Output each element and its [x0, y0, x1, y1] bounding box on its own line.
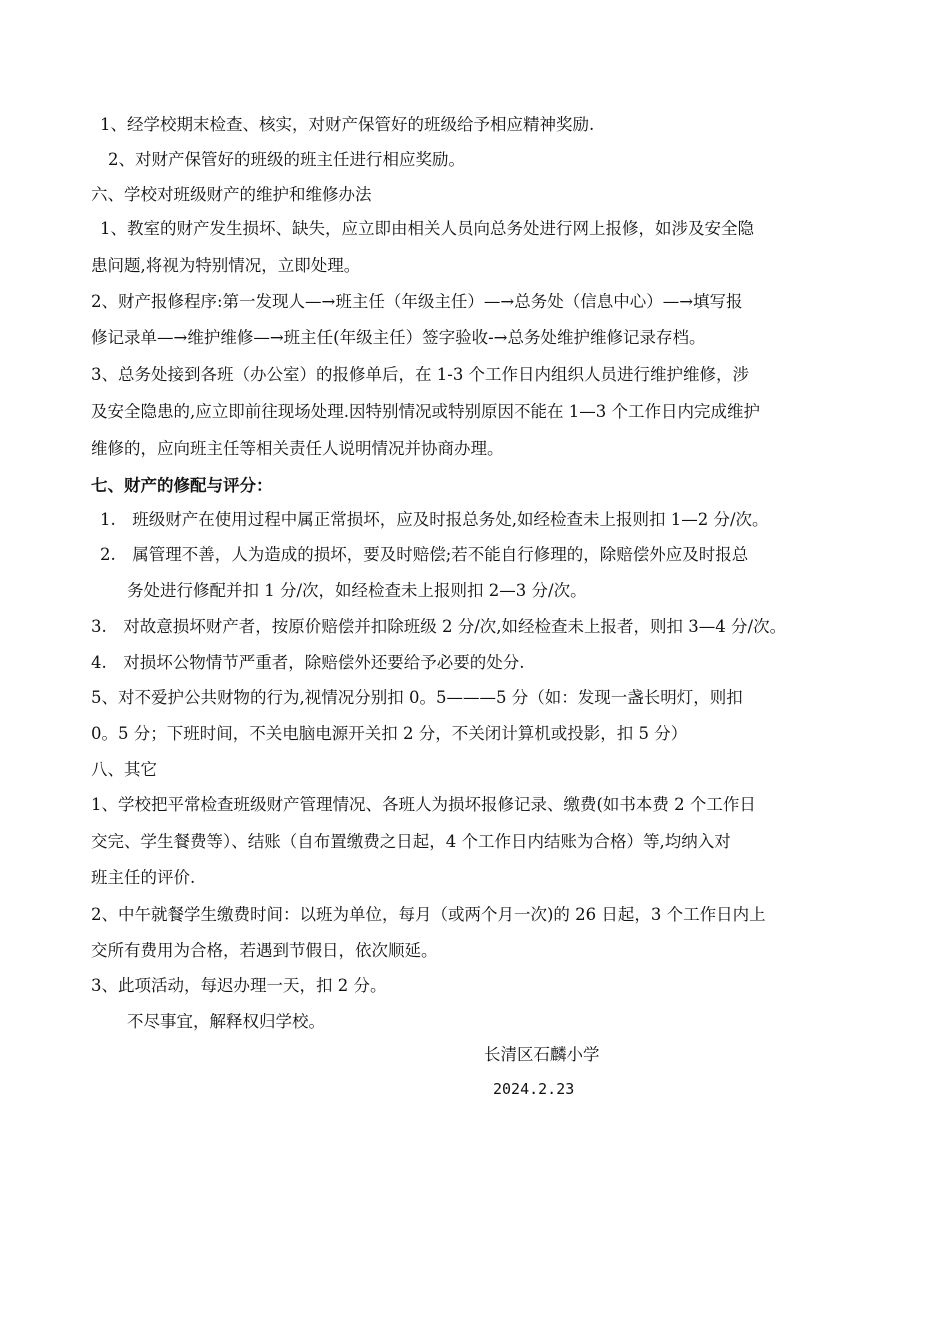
section-heading-8: 八、其它: [91, 760, 157, 779]
section-heading-6: 六、学校对班级财产的维护和维修办法: [91, 185, 372, 204]
paragraph-line: 1、学校把平常检查班级财产管理情况、各班人为损坏报修记录、缴费(如书本费 2 个工作日: [91, 795, 756, 814]
paragraph-line: 2、对财产保管好的班级的班主任进行相应奖励。: [108, 150, 465, 169]
school-signature: 长清区石麟小学: [484, 1045, 600, 1064]
paragraph-line: 2、中午就餐学生缴费时间：以班为单位，每月（或两个月一次)的 26 日起，3 个工作日内上: [91, 905, 766, 924]
paragraph-line: 患问题,将视为特别情况，立即处理。: [91, 256, 361, 275]
list-item: 4. 对损坏公物情节严重者，除赔偿外还要给予必要的处分.: [91, 653, 525, 672]
section-heading-7: 七、财产的修配与评分：: [91, 476, 273, 495]
paragraph-line: 5、对不爱护公共财物的行为,视情况分别扣 0。5———5 分（如：发现一盏长明灯，则扣: [91, 688, 743, 707]
paragraph-line: 1、经学校期末检查、核实，对财产保管好的班级给予相应精神奖励.: [100, 115, 595, 134]
paragraph-line: 交所有费用为合格，若遇到节假日，依次顺延。: [91, 941, 438, 960]
closing-note: 不尽事宜，解释权归学校。: [127, 1012, 325, 1031]
paragraph-line: 0。5 分；下班时间，不关电脑电源开关扣 2 分，不关闭计算机或投影，扣 5 分）: [91, 724, 688, 743]
paragraph-line: 班主任的评价.: [91, 868, 196, 887]
paragraph-line: 维修的，应向班主任等相关责任人说明情况并协商办理。: [91, 439, 504, 458]
list-item-continuation: 务处进行修配并扣 1 分/次，如经检查未上报则扣 2—3 分/次。: [127, 581, 587, 600]
paragraph-line: 3、总务处接到各班（办公室）的报修单后，在 1-3 个工作日内组织人员进行维护维修，涉: [91, 365, 750, 384]
list-item: 3. 对故意损坏财产者，按原价赔偿并扣除班级 2 分/次,如经检查未上报者，则扣 3—4 分/次。: [91, 617, 787, 636]
list-item: 2. 属管理不善，人为造成的损坏，要及时赔偿;若不能自行修理的，除赔偿外应及时报总: [100, 545, 749, 564]
paragraph-line: 1、教室的财产发生损坏、缺失，应立即由相关人员向总务处进行网上报修，如涉及安全隐: [100, 219, 754, 238]
document-date: 2024.2.23: [493, 1080, 575, 1098]
paragraph-line: 修记录单—→维护维修—→班主任(年级主任）签字验收-→总务处维护维修记录存档。: [91, 328, 706, 347]
paragraph-line: 2、财产报修程序:第一发现人—→班主任（年级主任）—→总务处（信息中心）—→填写报: [91, 292, 743, 311]
paragraph-line: 3、此项活动，每迟办理一天，扣 2 分。: [91, 976, 387, 995]
paragraph-line: 及安全隐患的,应立即前往现场处理.因特别情况或特别原因不能在 1—3 个工作日内完成维护: [91, 402, 760, 421]
paragraph-line: 交完、学生餐费等）、结账（自布置缴费之日起，4 个工作日内结账为合格）等,均纳入对: [91, 832, 731, 851]
list-item: 1. 班级财产在使用过程中属正常损坏，应及时报总务处,如经检查未上报则扣 1—2 分/次。: [100, 510, 769, 529]
